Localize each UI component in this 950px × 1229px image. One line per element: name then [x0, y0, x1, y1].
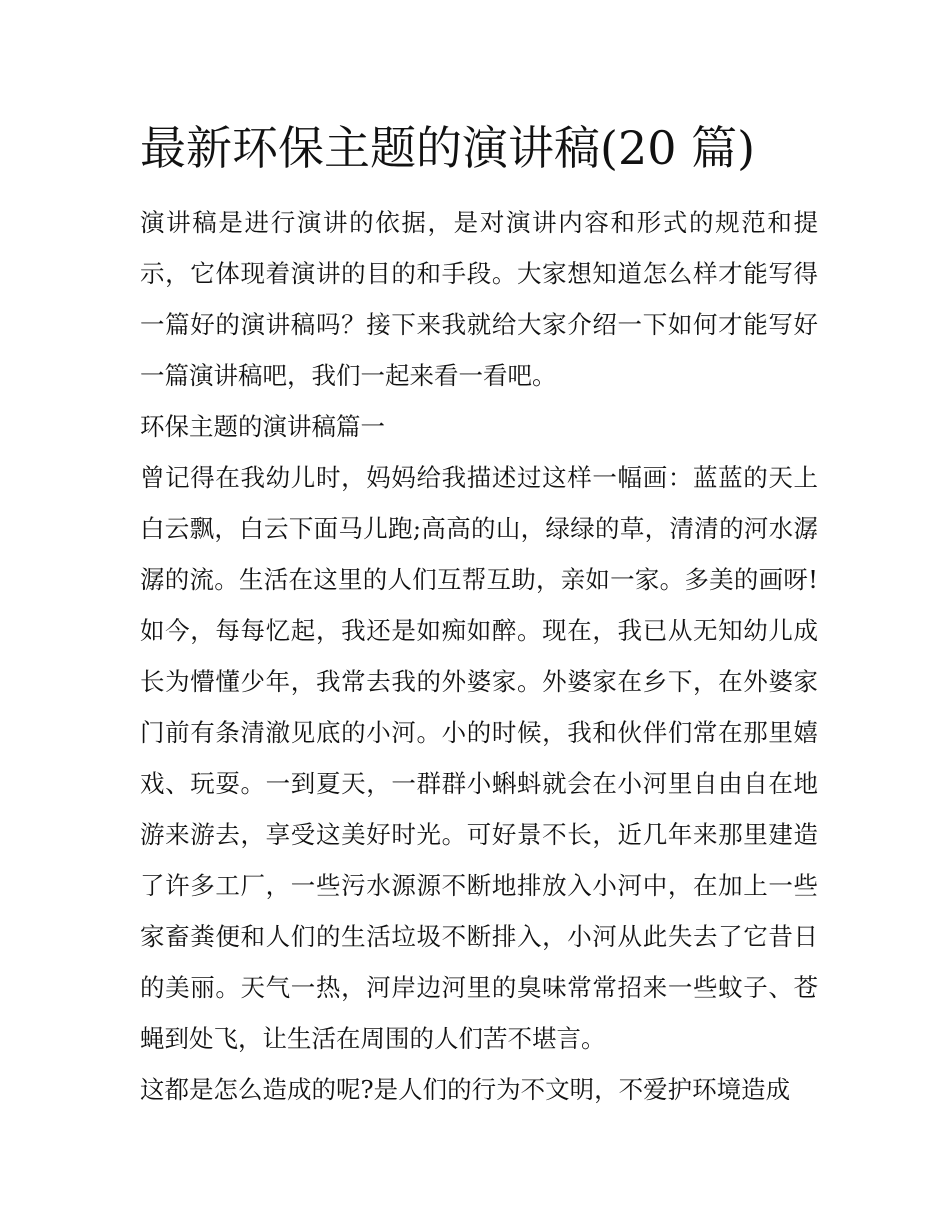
section-heading: 环保主题的演讲稿篇一 — [140, 412, 385, 441]
intro-paragraph: 演讲稿是进行演讲的依据，是对演讲内容和形式的规范和提示，它体现着演讲的目的和手段。大家想知道怎么样才能写得一篇好的演讲稿吗？接下来我就给大家介绍一下如何才能写好一篇演讲稿吧，我们一起来看一看吧。 — [140, 208, 818, 390]
document-title: 最新环保主题的演讲稿(20 篇) — [140, 121, 756, 175]
body-paragraph-2: 这都是怎么造成的呢?是人们的行为不文明，不爱护环境造成 — [140, 1075, 791, 1104]
document-body — [140, 197, 818, 1115]
body-paragraph-1: 曾记得在我幼儿时，妈妈给我描述过这样一幅画：蓝蓝的天上白云飘，白云下面马儿跑;高高的山，绿绿的草，清清的河水潺潺的流。生活在这里的人们互帮互助，亲如一家。多美的画呀!如今，每每忆起，我还是如痴如醉。现在，我已从无知幼儿成长为懵懂少年，我常去我的外婆家。外婆家在乡下，在外婆家门前有条清澈见底的小河。小的时候，我和伙伴们常在那里嬉戏、玩耍。一到夏天，一群群小蝌蚪就会在小河里自由自在地游来游去，享受这美好时光。可好景不长，近几年来那里建造了许多工厂，一些污水源源不断地排放入小河中，在加上一些家畜粪便和人们的生活垃圾不断排入，小河从此失去了它昔日的美丽。天气一热，河岸边河里的臭味常常招来一些蚊子、苍蝇到处飞，让生活在周围的人们苦不堪言。 — [140, 463, 818, 1053]
